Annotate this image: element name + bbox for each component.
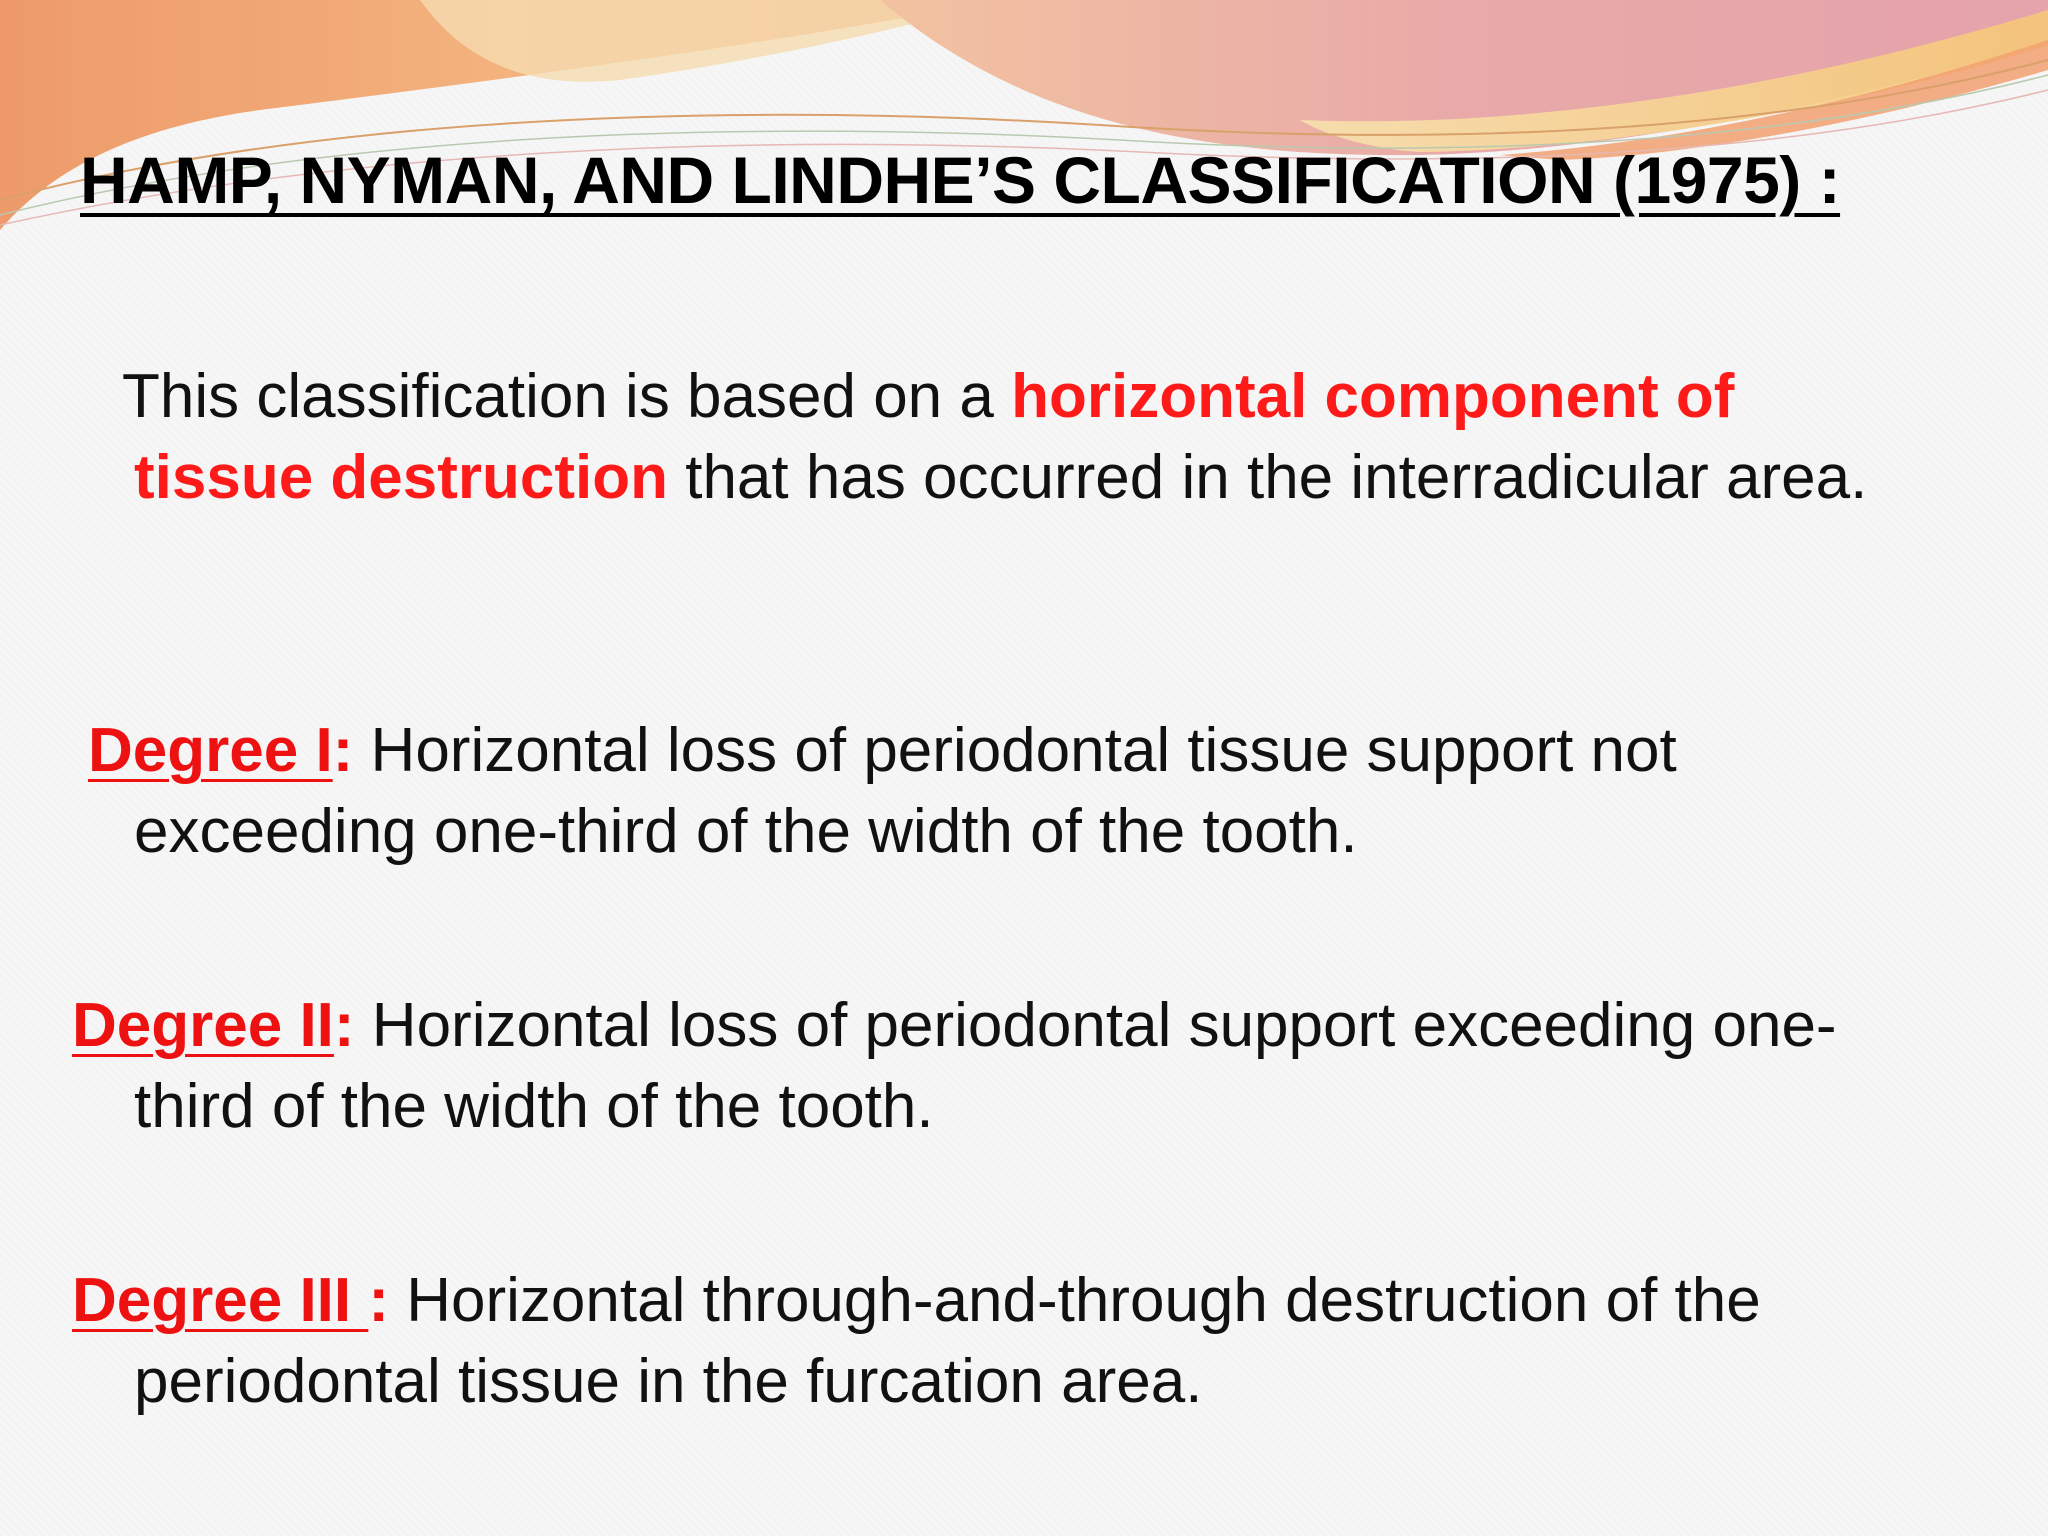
intro-suffix: that has occurred in the interradicular area. — [668, 443, 1868, 512]
degree-1-label: Degree I — [88, 716, 333, 785]
intro-prefix: This classification is based on a — [122, 362, 1012, 431]
degree-3-label: Degree III — [72, 1266, 369, 1335]
degree-1-colon: : — [332, 716, 354, 785]
degree-3-colon: : — [368, 1266, 390, 1335]
degree-2-label: Degree II — [72, 991, 334, 1060]
slide-title: HAMP, NYMAN, AND LINDHE’S CLASSIFICATION (1975) : — [80, 143, 1841, 217]
degree-2-colon: : — [333, 991, 355, 1060]
intro-highlight: horizontal component of tissue destruction — [134, 362, 1735, 512]
degree-2-item — [72, 985, 1894, 1147]
degree-2-description: Horizontal loss of periodontal support exceeding one-third of the width of the tooth. — [134, 991, 1837, 1141]
degree-1-item — [88, 710, 1894, 872]
degree-3-item — [72, 1260, 1894, 1422]
degree-1-description: Horizontal loss of periodontal tissue support not exceeding one-third of the width of the tooth. — [134, 716, 1677, 866]
degree-3-description: Horizontal through-and-through destruction of the periodontal tissue in the furcation area. — [134, 1266, 1761, 1416]
intro-paragraph — [122, 356, 1894, 518]
